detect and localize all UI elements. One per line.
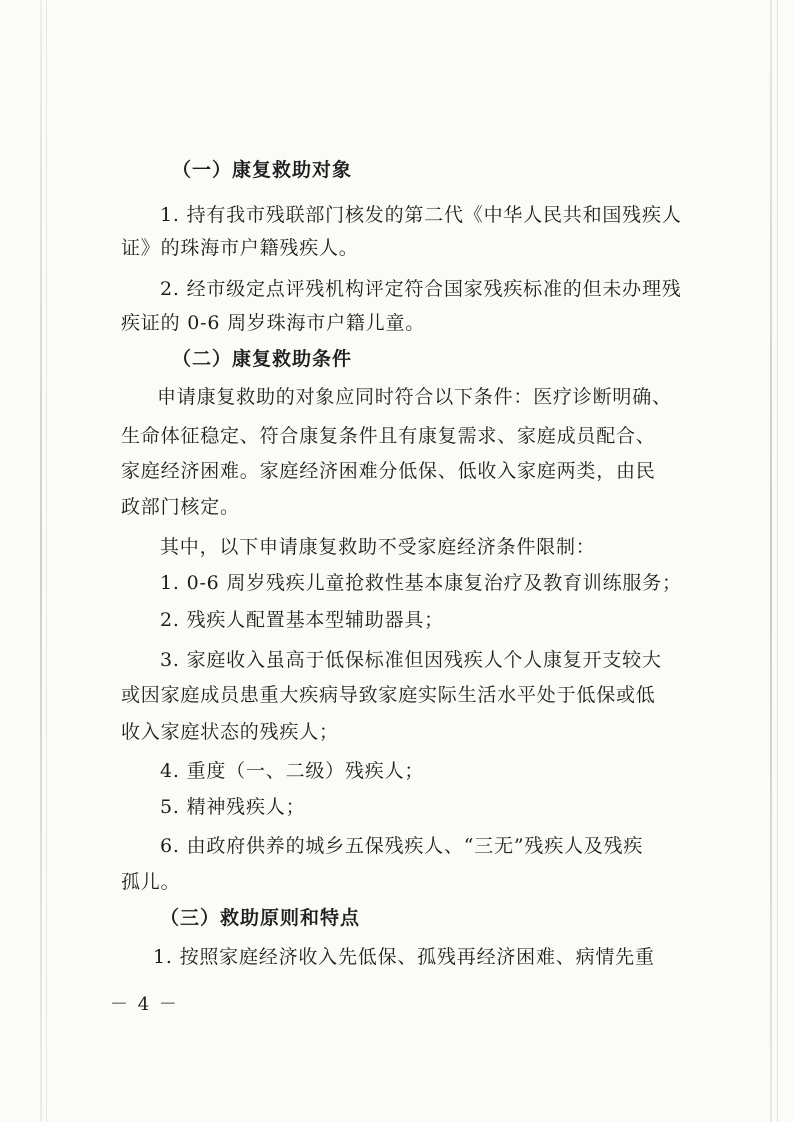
list-item: 2. 残疾人配置基本型辅助器具； xyxy=(160,609,444,631)
paragraph-line: 1. 持有我市残联部门核发的第二代《中华人民共和国残疾人 xyxy=(160,204,682,226)
paragraph-line: 孤儿。 xyxy=(121,871,181,893)
section-heading-conditions: （二）康复救助条件 xyxy=(172,348,353,370)
page-number: － 4 － xyxy=(110,994,179,1015)
paragraph-line: 证》的珠海市户籍残疾人。 xyxy=(121,237,359,259)
list-item: 6. 由政府供养的城乡五保残疾人、“三无”残疾人及残疾 xyxy=(160,835,644,857)
section-heading-principles: （三）救助原则和特点 xyxy=(160,907,361,929)
list-item: 4. 重度（一、二级）残疾人； xyxy=(160,760,425,782)
scan-edge-right xyxy=(770,0,772,1122)
list-item: 5. 精神残疾人； xyxy=(160,796,306,818)
paragraph-line: 2. 经市级定点评残机构评定符合国家残疾标准的但未办理残 xyxy=(160,278,682,300)
paragraph-line: 生命体征稳定、符合康复条件且有康复需求、家庭成员配合、 xyxy=(121,425,656,447)
paragraph-line: 疾证的 0-6 周岁珠海市户籍儿童。 xyxy=(121,312,426,334)
scan-edge-left-inner xyxy=(46,0,47,1122)
scan-edge-left xyxy=(40,0,42,1122)
list-item: 1. 按照家庭经济收入先低保、孤残再经济困难、病情先重 xyxy=(153,946,655,968)
paragraph-line: 申请康复救助的对象应同时符合以下条件：医疗诊断明确、 xyxy=(157,386,672,408)
paragraph-line: 其中，以下申请康复救助不受家庭经济条件限制： xyxy=(160,536,596,558)
list-item: 3. 家庭收入虽高于低保标准但因残疾人个人康复开支较大 xyxy=(160,649,662,671)
paragraph-line: 收入家庭状态的残疾人； xyxy=(121,721,339,743)
list-item: 1. 0-6 周岁残疾儿童抢救性基本康复治疗及教育训练服务； xyxy=(160,572,682,594)
section-heading-recipients: （一）康复救助对象 xyxy=(172,159,353,181)
paragraph-line: 或因家庭成员患重大疾病导致家庭实际生活水平处于低保或低 xyxy=(121,684,656,706)
scan-edge-right-inner xyxy=(777,0,778,1122)
paragraph-line: 家庭经济困难。家庭经济困难分低保、低收入家庭两类，由民 xyxy=(121,460,656,482)
paragraph-line: 政部门核定。 xyxy=(121,496,240,518)
